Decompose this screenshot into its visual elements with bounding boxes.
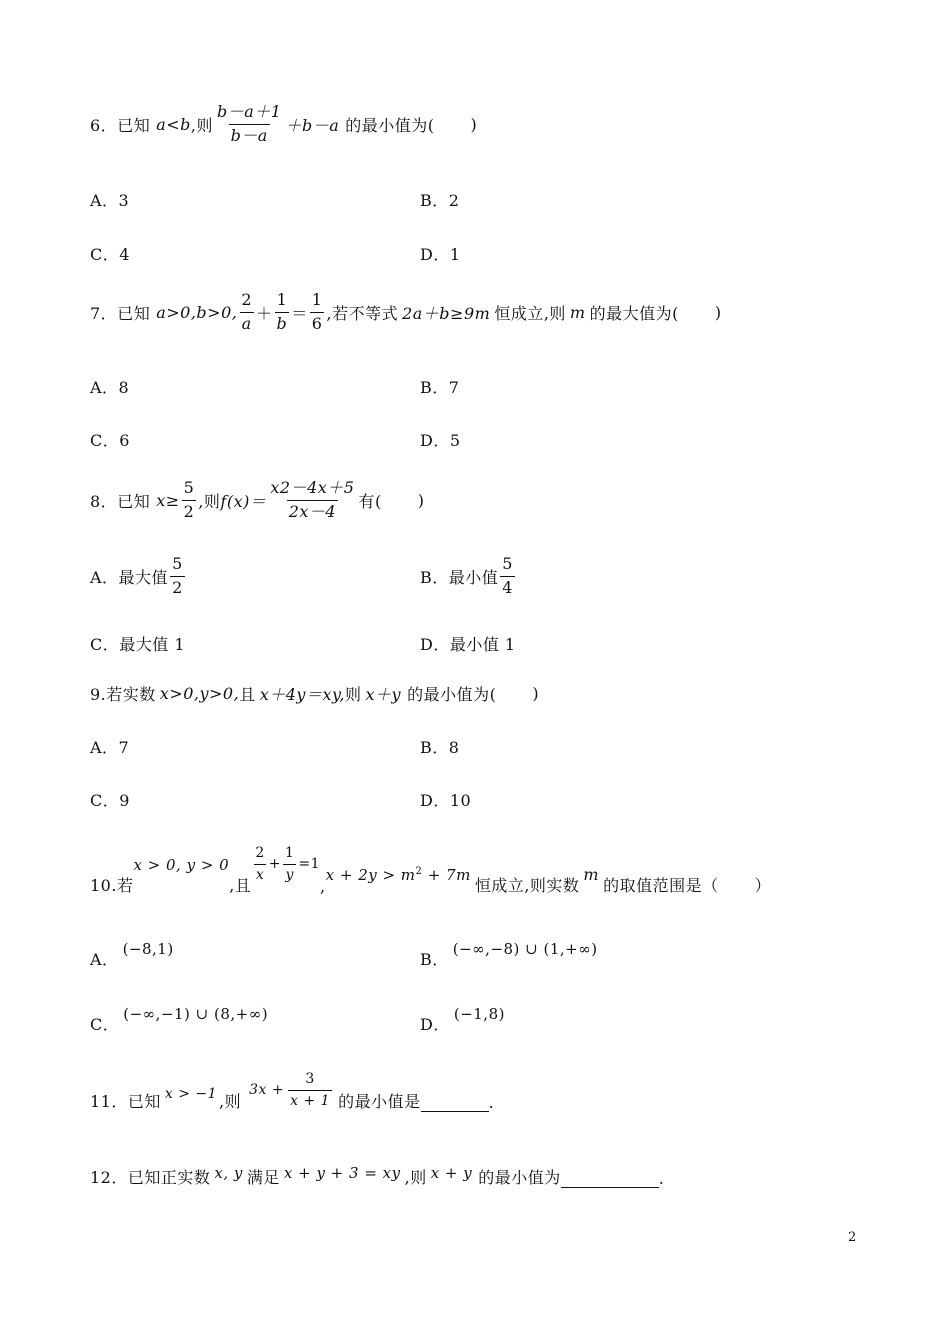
q7-fraction-1-denominator: a bbox=[241, 313, 252, 333]
q11-text-1: ,则 bbox=[219, 1092, 242, 1112]
q8-option-a-numerator: 5 bbox=[172, 554, 183, 573]
question-7 bbox=[90, 292, 722, 333]
q7-option-b: B．7 bbox=[420, 378, 460, 397]
q9-math-2: x＋4y＝xy, bbox=[259, 685, 345, 704]
q8-option-b-label: B．最小值 bbox=[420, 567, 499, 587]
q7-equals: ＝ bbox=[291, 303, 308, 323]
q8-option-a-denominator: 2 bbox=[172, 577, 183, 597]
q10-math-3: m bbox=[583, 865, 600, 885]
q10-condition bbox=[251, 846, 320, 882]
q10-option-c bbox=[90, 1005, 268, 1035]
q6-fraction-numerator: b－a＋1 bbox=[216, 102, 282, 121]
q11-number: 11．已知 bbox=[90, 1092, 161, 1112]
q8-fraction-2-numerator: x2－4x＋5 bbox=[270, 478, 355, 497]
q7-option-a: A．8 bbox=[90, 378, 130, 397]
q8-text-4: ) bbox=[417, 490, 425, 510]
q8-text-1: 已知 bbox=[117, 491, 151, 511]
q10-number: 10.若 bbox=[90, 876, 134, 896]
q6-text-2: ,则 bbox=[190, 115, 213, 135]
q7-text-4: 的最大值为( bbox=[589, 303, 679, 323]
q10-fraction-2-numerator: 1 bbox=[284, 845, 295, 861]
q10-text-5: ） bbox=[754, 876, 772, 896]
q10-math-1: x > 0, y > 0 bbox=[133, 856, 230, 875]
question-12 bbox=[90, 1164, 664, 1190]
q11-fraction-denominator: x + 1 bbox=[288, 1090, 332, 1109]
q9-option-d: D．10 bbox=[420, 791, 472, 810]
q9-text-4: 的最小值为( bbox=[407, 685, 497, 704]
q10-fraction-1-denominator: x bbox=[254, 864, 266, 883]
q11-fraction-numerator: 3 bbox=[305, 1071, 315, 1087]
q9-math-3: x＋y bbox=[365, 685, 402, 704]
q7-math-1: a>0,b>0, bbox=[156, 302, 238, 322]
q6-option-a: A．3 bbox=[90, 191, 130, 210]
q8-option-a-fraction bbox=[170, 556, 185, 597]
q8-math-1: x≥ bbox=[156, 490, 180, 510]
q9-text-1: 9.若实数 bbox=[90, 685, 156, 704]
q12-text-1: 满足 bbox=[246, 1168, 280, 1187]
q12-number: 12．已知正实数 bbox=[90, 1168, 211, 1187]
q10-option-c-label: C． bbox=[90, 1015, 120, 1034]
q8-fraction-1 bbox=[182, 480, 197, 521]
q10-option-a bbox=[90, 940, 174, 970]
q6-text-1: 已知 bbox=[117, 115, 151, 135]
page-number: 2 bbox=[848, 1230, 857, 1245]
q7-plus: ＋ bbox=[256, 303, 273, 323]
q10-math-2: x + 2y > m bbox=[325, 866, 416, 885]
q10-option-b bbox=[420, 940, 598, 970]
q10-option-b-label: B． bbox=[420, 950, 449, 969]
q9-option-b: B．8 bbox=[420, 738, 460, 757]
q7-fraction-1-numerator: 2 bbox=[241, 290, 253, 309]
q7-math-3: m bbox=[569, 302, 586, 322]
q9-option-c: C．9 bbox=[90, 791, 130, 810]
question-9 bbox=[90, 682, 539, 705]
question-8 bbox=[90, 480, 424, 521]
q9-text-2: 且 bbox=[239, 685, 256, 704]
q9-text-3: 则 bbox=[344, 685, 362, 704]
q7-fraction-3-denominator: 6 bbox=[311, 313, 323, 333]
q11-fraction bbox=[288, 1072, 332, 1108]
q7-text-5: ) bbox=[714, 302, 722, 322]
q6-option-c: C．4 bbox=[90, 245, 130, 264]
q6-math-2: ＋b－a bbox=[285, 115, 340, 135]
q6-option-d: D．1 bbox=[420, 245, 461, 264]
q6-fraction bbox=[215, 104, 283, 145]
q8-fraction-1-numerator: 5 bbox=[183, 478, 195, 497]
q12-math-2: x + y + 3 = xy bbox=[283, 1164, 401, 1182]
q10-option-a-label: A． bbox=[90, 950, 119, 969]
q12-answer-blank[interactable] bbox=[561, 1171, 659, 1188]
q8-option-b bbox=[420, 556, 517, 597]
q10-fraction-1 bbox=[253, 846, 266, 882]
question-11 bbox=[90, 1072, 494, 1114]
q6-math-1: a<b bbox=[156, 114, 191, 134]
q11-answer-blank[interactable] bbox=[421, 1095, 489, 1112]
q7-fraction-3 bbox=[310, 292, 325, 333]
question-10 bbox=[90, 846, 771, 898]
q8-option-b-numerator: 5 bbox=[502, 554, 513, 573]
q7-fraction-2-denominator: b bbox=[276, 313, 288, 333]
q7-fraction-2-numerator: 1 bbox=[276, 290, 288, 309]
q9-math-1: x>0,y>0, bbox=[159, 684, 240, 703]
q7-fraction-3-numerator: 1 bbox=[311, 290, 323, 309]
q10-option-d bbox=[420, 1005, 505, 1035]
q10-option-d-value: (−1,8) bbox=[453, 1005, 505, 1023]
q10-option-b-value: (−∞,−8) ∪ (1,+∞) bbox=[452, 940, 598, 958]
q12-text-3: 的最小值为 bbox=[478, 1168, 561, 1187]
q8-option-a-label: A．最大值 bbox=[90, 567, 169, 587]
q7-number: 7． bbox=[90, 303, 118, 323]
q8-option-a bbox=[90, 556, 187, 597]
q10-fraction-2-denominator: y bbox=[283, 864, 295, 883]
q8-number: 8． bbox=[90, 491, 118, 511]
q12-math-3: x + y bbox=[430, 1164, 473, 1182]
q10-fraction-2 bbox=[283, 846, 296, 882]
q11-expression bbox=[249, 1072, 334, 1108]
q6-option-b: B．2 bbox=[420, 191, 460, 210]
q10-text-2: , bbox=[320, 877, 326, 897]
q7-option-d: D．5 bbox=[420, 431, 461, 450]
q8-option-b-denominator: 4 bbox=[502, 577, 513, 597]
q11-math-1: x > −1 bbox=[164, 1086, 218, 1103]
q6-number: 6． bbox=[90, 115, 118, 135]
q6-text-4: ) bbox=[470, 114, 478, 134]
question-6 bbox=[90, 104, 477, 145]
q6-fraction-denominator: b－a bbox=[230, 125, 268, 145]
q8-text-3: 有( bbox=[358, 491, 382, 511]
q12-math-1: x, y bbox=[214, 1164, 243, 1182]
q8-fraction-1-denominator: 2 bbox=[183, 501, 195, 521]
q10-option-a-value: (−8,1) bbox=[122, 940, 174, 958]
q7-fraction-2 bbox=[275, 292, 290, 333]
q8-text-2: ,则 bbox=[198, 491, 221, 511]
q10-math-2-exponent: 2 bbox=[415, 866, 423, 878]
q8-option-d: D．最小值 1 bbox=[420, 635, 516, 654]
q6-text-3: 的最小值为( bbox=[345, 115, 435, 135]
q7-fraction-1 bbox=[239, 292, 254, 333]
q10-plus: + bbox=[268, 856, 281, 873]
q11-text-3: . bbox=[488, 1093, 495, 1113]
q10-fraction-1-numerator: 2 bbox=[255, 845, 265, 861]
q10-equals: =1 bbox=[298, 856, 321, 873]
q10-option-d-label: D． bbox=[420, 1015, 450, 1034]
q8-fraction-2-denominator: 2x－4 bbox=[288, 501, 337, 521]
q9-text-5: ) bbox=[532, 684, 540, 703]
q7-text-2: ,若不等式 bbox=[326, 303, 399, 323]
q11-expression-prefix: 3x + bbox=[249, 1082, 285, 1099]
q10-math-2-rest: + 7m bbox=[427, 866, 471, 885]
q7-math-2: 2a＋b≥9m bbox=[402, 303, 491, 323]
q10-option-c-value: (−∞,−1) ∪ (8,+∞) bbox=[123, 1005, 269, 1023]
q10-text-1: ,且 bbox=[229, 876, 252, 896]
q8-option-b-fraction bbox=[500, 556, 515, 597]
q10-text-4: 的取值范围是（ bbox=[603, 876, 719, 896]
q9-option-a: A．7 bbox=[90, 738, 130, 757]
q7-option-c: C．6 bbox=[90, 431, 130, 450]
q10-text-3: 恒成立,则实数 bbox=[474, 876, 580, 896]
q8-math-2: f(x)＝ bbox=[220, 491, 267, 511]
q10-inequality bbox=[326, 866, 471, 884]
q7-text-1: 已知 bbox=[117, 303, 151, 323]
q11-text-2: 的最小值是 bbox=[338, 1092, 421, 1112]
q7-text-3: 恒成立,则 bbox=[494, 303, 566, 323]
q12-text-4: . bbox=[658, 1169, 665, 1188]
q12-text-2: ,则 bbox=[404, 1168, 427, 1187]
q8-option-c: C．最大值 1 bbox=[90, 635, 186, 654]
q8-fraction-2 bbox=[268, 480, 356, 521]
